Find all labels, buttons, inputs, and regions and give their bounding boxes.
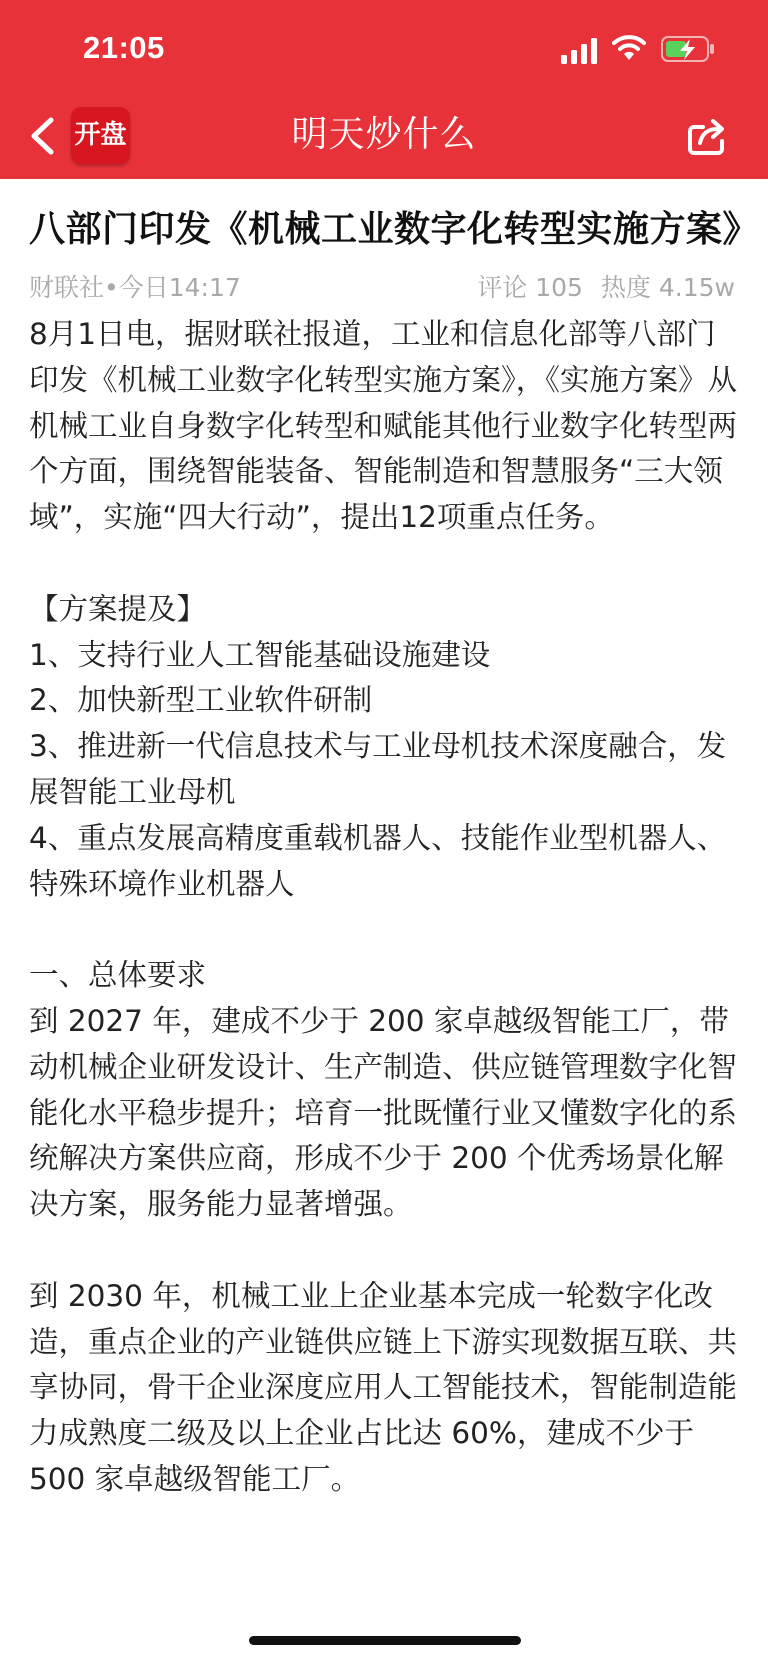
share-icon[interactable] [686, 115, 728, 157]
blank-line [29, 907, 741, 953]
wifi-icon [612, 34, 646, 62]
brand-badge[interactable]: 开盘 [71, 107, 130, 164]
battery-charging-icon [661, 36, 715, 62]
section-heading: 一、总体要求 [29, 958, 207, 993]
heat-count: 热度 4.15w [600, 273, 735, 302]
article-title: 八部门印发《机械工业数字化转型实施方案》 [29, 209, 760, 250]
section-heading: 【方案提及】 [29, 591, 207, 626]
page-title: 明天炒什么 [291, 114, 477, 155]
list-item: 1、支持行业人工智能基础设施建设 [29, 637, 491, 672]
article-body [29, 312, 741, 1503]
paragraph-intro: 8月1日电，据财联社报道，工业和信息化部等八部门印发《机械工业数字化转型实施方案》，《实施方案》从机械工业自身数字化转型和赋能其他行业数字化转型两个方面，围绕智能装备、智能制造和智慧服务“三大领域”，实施“四大行动”，提出12项重点任务。 [29, 317, 738, 535]
blank-line [29, 1228, 741, 1274]
signal-icon [561, 38, 599, 64]
status-time: 21:05 [83, 30, 165, 65]
article [29, 204, 760, 1503]
article-meta [29, 267, 741, 309]
home-indicator[interactable] [249, 1636, 521, 1645]
list-item: 2、加快新型工业软件研制 [29, 683, 373, 718]
paragraph: 到 2030 年，机械工业上企业基本完成一轮数字化改造，重点企业的产业链供应链上下游实现数据互联、共享协同，骨干企业深度应用人工智能技术，智能制造能力成熟度二级及以上企业占比达 60%，建成不少于 500 家卓越级智能工厂。 [29, 1278, 738, 1496]
back-chevron-icon[interactable] [26, 114, 62, 158]
blank-line [29, 541, 741, 587]
article-stats [477, 267, 735, 309]
article-source-time: 财联社•今日14:17 [29, 273, 241, 302]
comment-count[interactable]: 评论 105 [477, 273, 583, 302]
list-item: 4、重点发展高精度重载机器人、技能作业型机器人、特殊环境作业机器人 [29, 820, 727, 901]
list-item: 3、推进新一代信息技术与工业母机技术深度融合，发展智能工业母机 [29, 729, 727, 809]
header-bar [0, 0, 768, 179]
paragraph: 到 2027 年，建成不少于 200 家卓越级智能工厂，带动机械企业研发设计、生产制造、供应链管理数字化智能化水平稳步提升；培育一批既懂行业又懂数字化的系统解决方案供应商，形成不少于 200 个优秀场景化解决方案，服务能力显著增强。 [29, 1003, 738, 1222]
